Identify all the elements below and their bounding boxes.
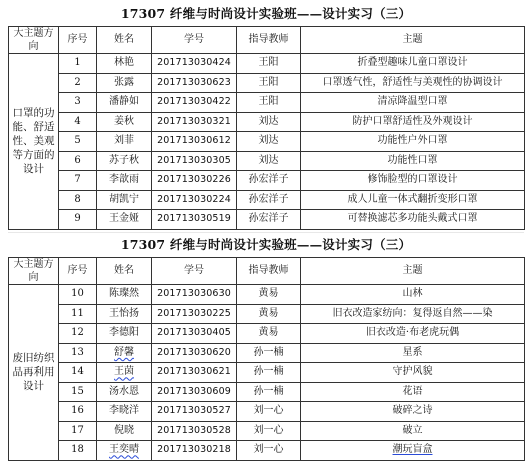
cell-index: 3: [59, 93, 97, 113]
header-category: 大主题方向: [9, 27, 59, 54]
cell-theme: 破碎之诗: [301, 402, 525, 422]
cell-theme: 守护风貌: [301, 363, 525, 383]
cell-student-id: 201713030224: [152, 190, 237, 210]
cell-index: 11: [59, 304, 97, 324]
category-cell: 废旧纺织品再利用设计: [9, 285, 59, 461]
cell-name: 汤水恩: [97, 382, 152, 402]
cell-index: 4: [59, 112, 97, 132]
cell-name: 潘静如: [97, 93, 152, 113]
cell-student-id: 201713030305: [152, 151, 237, 171]
table-row: [9, 151, 525, 171]
cell-theme: 星系: [301, 343, 525, 363]
table-row: [9, 324, 525, 344]
header-student-id: 学号: [152, 27, 237, 54]
cell-index: 7: [59, 171, 97, 191]
cell-name: 胡凯宁: [97, 190, 152, 210]
assignment-table: [8, 257, 525, 461]
cell-student-id: 201713030630: [152, 285, 237, 305]
cell-teacher: 黄易: [237, 285, 301, 305]
table-row: [9, 285, 525, 305]
table-row: [9, 54, 525, 74]
table-row: [9, 382, 525, 402]
table-row: [9, 402, 525, 422]
cell-teacher: 刘达: [237, 112, 301, 132]
cell-teacher: 王阳: [237, 93, 301, 113]
cell-name: 王金娅: [97, 210, 152, 230]
cell-index: 1: [59, 54, 97, 74]
cell-index: 9: [59, 210, 97, 230]
cell-name: 林艳: [97, 54, 152, 74]
cell-name: 倪晓: [97, 421, 152, 441]
cell-student-id: 201713030609: [152, 382, 237, 402]
cell-theme: 山林: [301, 285, 525, 305]
cell-name: 李德阳: [97, 324, 152, 344]
header-category: 大主题方向: [9, 258, 59, 285]
table-row: [9, 343, 525, 363]
header-name: 姓名: [97, 27, 152, 54]
table-panel-1: [8, 2, 524, 230]
cell-name: 苏子秋: [97, 151, 152, 171]
cell-student-id: 201713030527: [152, 402, 237, 422]
header-name: 姓名: [97, 258, 152, 285]
cell-theme: 修饰脸型的口罩设计: [301, 171, 525, 191]
cell-theme: 成人儿童一体式翻折变形口罩: [301, 190, 525, 210]
cell-teacher: 刘一心: [237, 441, 301, 461]
cell-name: 张露: [97, 73, 152, 93]
cell-theme: 旧衣改造家纺向：复得返自然——染: [301, 304, 525, 324]
cell-teacher: 刘一心: [237, 421, 301, 441]
cell-theme: 折叠型趣味儿童口罩设计: [301, 54, 525, 74]
table-row: [9, 112, 525, 132]
cell-student-id: 201713030621: [152, 363, 237, 383]
cell-index: 2: [59, 73, 97, 93]
cell-name: 李晓洋: [97, 402, 152, 422]
cell-teacher: 孙一楠: [237, 363, 301, 383]
table-row: [9, 171, 525, 191]
cell-index: 18: [59, 441, 97, 461]
cell-student-id: 201713030424: [152, 54, 237, 74]
cell-student-id: 201713030528: [152, 421, 237, 441]
cell-teacher: 孙宏洋子: [237, 210, 301, 230]
cell-index: 12: [59, 324, 97, 344]
cell-student-id: 201713030620: [152, 343, 237, 363]
table-row: [9, 190, 525, 210]
cell-index: 13: [59, 343, 97, 363]
cell-teacher: 刘达: [237, 151, 301, 171]
cell-name: 姜秋: [97, 112, 152, 132]
cell-name: 王奕晴: [97, 441, 152, 461]
cell-name: 王茵: [97, 363, 152, 383]
cell-teacher: 王阳: [237, 54, 301, 74]
table-row: [9, 363, 525, 383]
cell-index: 16: [59, 402, 97, 422]
table-row: [9, 132, 525, 152]
header-student-id: 学号: [152, 258, 237, 285]
cell-theme: 可替换滤芯多功能头戴式口罩: [301, 210, 525, 230]
header-row: [9, 258, 525, 285]
cell-index: 10: [59, 285, 97, 305]
cell-index: 15: [59, 382, 97, 402]
cell-name: 舒馨: [97, 343, 152, 363]
cell-student-id: 201713030225: [152, 304, 237, 324]
cell-teacher: 孙宏洋子: [237, 171, 301, 191]
cell-teacher: 孙一楠: [237, 382, 301, 402]
header-theme: 主题: [301, 258, 525, 285]
table-panel-2: [8, 232, 524, 461]
cell-index: 17: [59, 421, 97, 441]
table-row: [9, 210, 525, 230]
cell-student-id: 201713030422: [152, 93, 237, 113]
header-theme: 主题: [301, 27, 525, 54]
cell-student-id: 201713030226: [152, 171, 237, 191]
cell-theme: 花语: [301, 382, 525, 402]
cell-theme: 潮玩盲盒: [301, 441, 525, 461]
table-row: [9, 421, 525, 441]
table-row: [9, 441, 525, 461]
cell-name: 王怡扬: [97, 304, 152, 324]
cell-teacher: 黄易: [237, 304, 301, 324]
cell-student-id: 201713030612: [152, 132, 237, 152]
cell-name: 刘菲: [97, 132, 152, 152]
cell-teacher: 刘一心: [237, 402, 301, 422]
cell-student-id: 201713030218: [152, 441, 237, 461]
cell-theme: 清凉降温型口罩: [301, 93, 525, 113]
cell-name: 陈璨然: [97, 285, 152, 305]
header-row: [9, 27, 525, 54]
cell-student-id: 201713030405: [152, 324, 237, 344]
table-title: 17307 纤维与时尚设计实验班——设计实习（三）: [120, 237, 412, 252]
cell-name: 李歆雨: [97, 171, 152, 191]
cell-theme: 口罩透气性，舒适性与美观性的协调设计: [301, 73, 525, 93]
cell-theme: 破立: [301, 421, 525, 441]
cell-theme: 旧衣改造·布老虎玩偶: [301, 324, 525, 344]
assignment-table: [8, 26, 525, 230]
cell-theme: 防护口罩舒适性及外观设计: [301, 112, 525, 132]
table-row: [9, 73, 525, 93]
cell-index: 8: [59, 190, 97, 210]
cell-index: 5: [59, 132, 97, 152]
cell-theme: 功能性口罩: [301, 151, 525, 171]
cell-student-id: 201713030519: [152, 210, 237, 230]
cell-student-id: 201713030321: [152, 112, 237, 132]
header-teacher: 指导教师: [237, 27, 301, 54]
header-index: 序号: [59, 258, 97, 285]
cell-student-id: 201713030623: [152, 73, 237, 93]
cell-teacher: 孙宏洋子: [237, 190, 301, 210]
cell-theme: 功能性户外口罩: [301, 132, 525, 152]
cell-teacher: 黄易: [237, 324, 301, 344]
cell-teacher: 孙一楠: [237, 343, 301, 363]
table-title: 17307 纤维与时尚设计实验班——设计实习（三）: [120, 6, 412, 21]
cell-index: 14: [59, 363, 97, 383]
cell-teacher: 刘达: [237, 132, 301, 152]
cell-teacher: 王阳: [237, 73, 301, 93]
category-cell: 口罩的功能、舒适性、美观等方面的设计: [9, 54, 59, 230]
header-teacher: 指导教师: [237, 258, 301, 285]
cell-index: 6: [59, 151, 97, 171]
table-row: [9, 304, 525, 324]
table-row: [9, 93, 525, 113]
header-index: 序号: [59, 27, 97, 54]
